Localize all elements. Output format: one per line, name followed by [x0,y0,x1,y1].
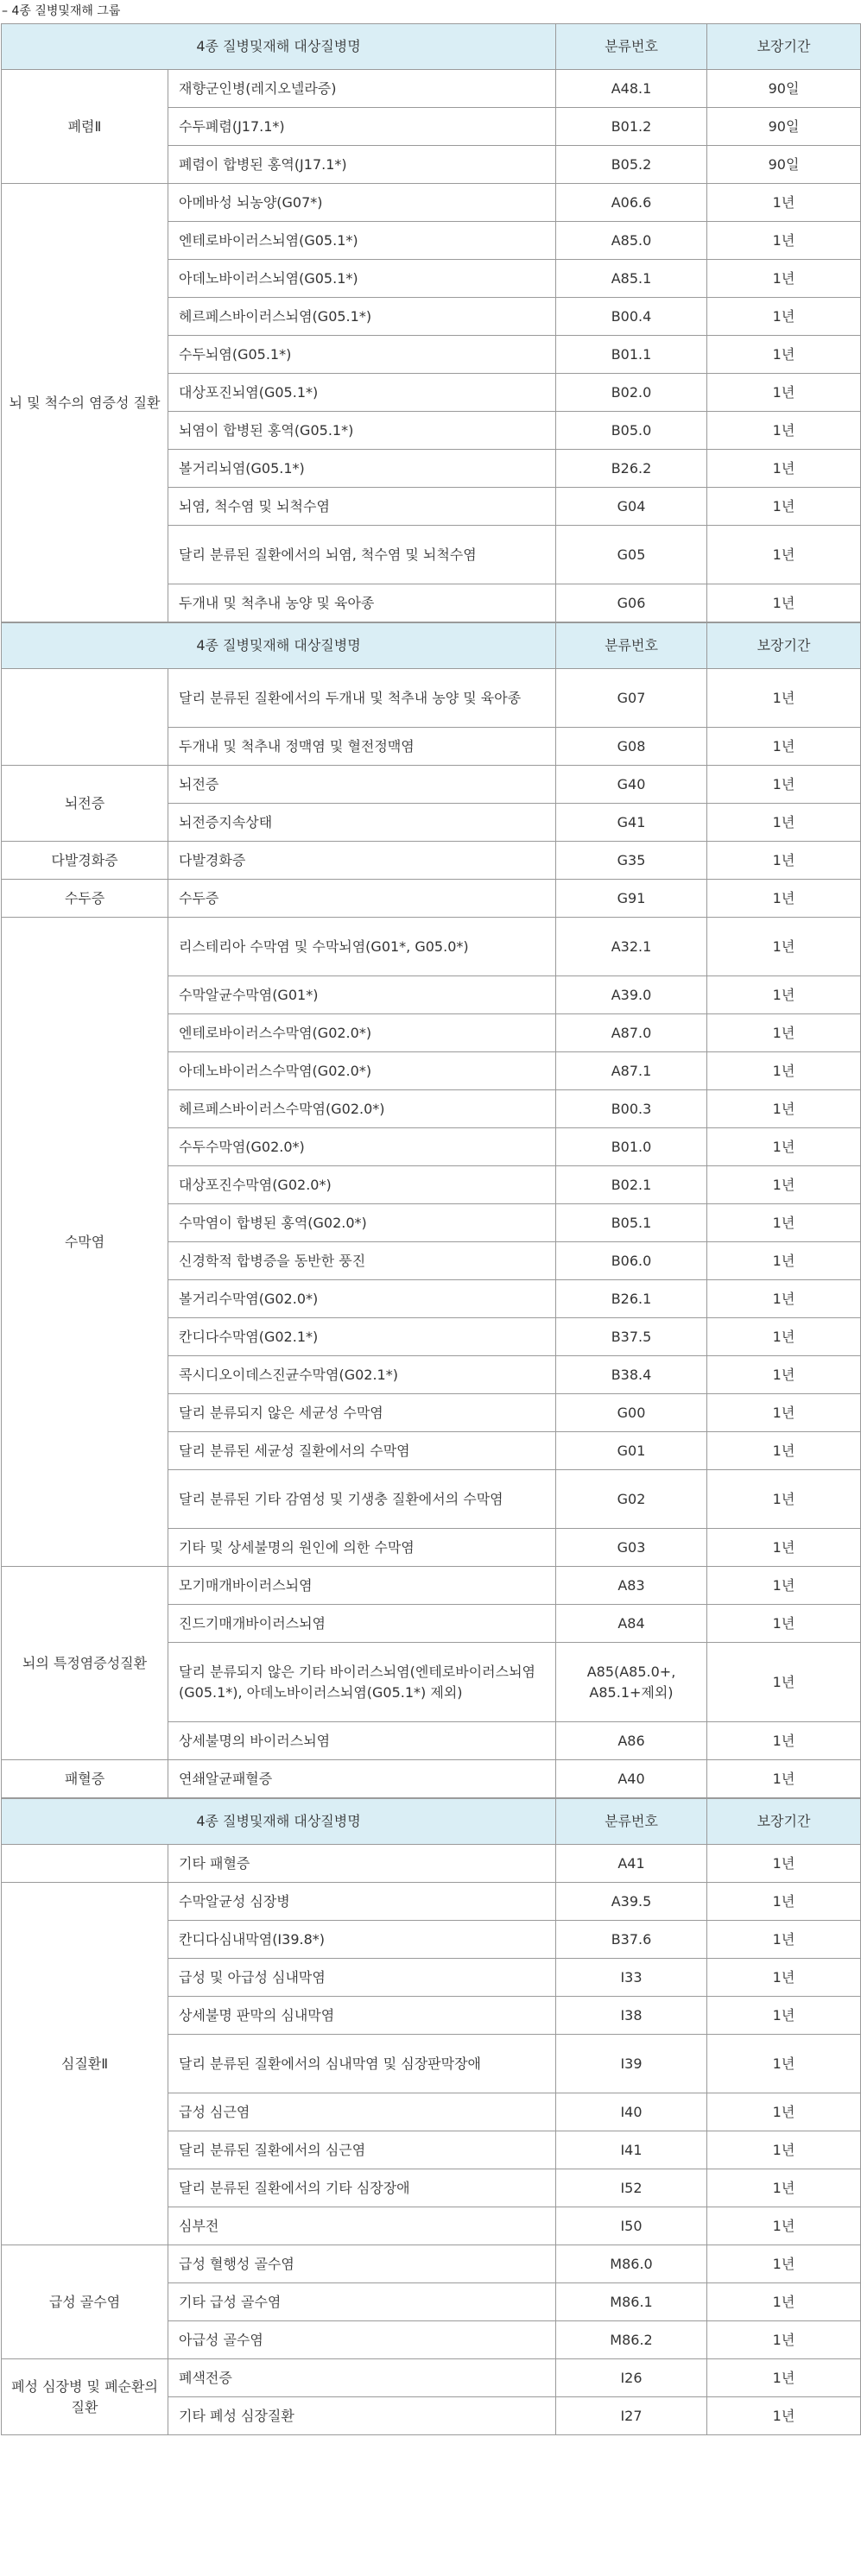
coverage-period-cell: 1년 [707,1090,861,1128]
classification-code-cell: I52 [556,2169,707,2207]
disease-name-cell: 엔테로바이러스수막염(G02.0*) [168,1014,556,1052]
classification-code-cell: A48.1 [556,70,707,108]
disease-name-cell: 급성 혈행성 골수염 [168,2245,556,2283]
disease-name-cell: 달리 분류된 질환에서의 두개내 및 척추내 농양 및 육아종 [168,669,556,728]
disease-name-cell: 기타 폐성 심장질환 [168,2397,556,2435]
classification-code-cell: A41 [556,1845,707,1883]
disease-name-cell: 상세불명의 바이러스뇌염 [168,1722,556,1760]
header-period: 보장기간 [707,24,861,70]
coverage-period-cell: 1년 [707,1242,861,1280]
disease-table [1,23,861,622]
disease-table [1,1798,861,2435]
classification-code-cell: A86 [556,1722,707,1760]
coverage-period-cell: 1년 [707,526,861,584]
classification-code-cell: A85.1 [556,260,707,298]
classification-code-cell: A84 [556,1605,707,1643]
classification-code-cell: B05.1 [556,1204,707,1242]
classification-code-cell: G06 [556,584,707,622]
classification-code-cell: G01 [556,1432,707,1470]
classification-code-cell: I33 [556,1959,707,1997]
header-category: 4종 질병및재해 대상질병명 [2,623,556,669]
classification-code-cell: B02.0 [556,374,707,412]
coverage-period-cell: 1년 [707,1959,861,1997]
disease-name-cell: 진드기매개바이러스뇌염 [168,1605,556,1643]
coverage-period-cell: 1년 [707,412,861,450]
disease-name-cell: 아데노바이러스수막염(G02.0*) [168,1052,556,1090]
disease-name-cell: 수막염이 합병된 홍역(G02.0*) [168,1204,556,1242]
disease-name-cell: 리스테리아 수막염 및 수막뇌염(G01*, G05.0*) [168,918,556,976]
header-code: 분류번호 [556,24,707,70]
classification-code-cell: A39.5 [556,1883,707,1921]
disease-name-cell: 뇌염이 합병된 홍역(G05.1*) [168,412,556,450]
classification-code-cell: B01.2 [556,108,707,146]
classification-code-cell: B38.4 [556,1356,707,1394]
coverage-period-cell: 1년 [707,1760,861,1798]
category-cell: 패혈증 [2,1760,168,1798]
classification-code-cell: M86.1 [556,2283,707,2321]
category-cell: 뇌전증 [2,766,168,842]
disease-name-cell: 콕시디오이데스진균수막염(G02.1*) [168,1356,556,1394]
header-category: 4종 질병및재해 대상질병명 [2,24,556,70]
coverage-period-cell: 1년 [707,1997,861,2035]
disease-name-cell: 기타 및 상세불명의 원인에 의한 수막염 [168,1529,556,1567]
classification-code-cell: G02 [556,1470,707,1529]
classification-code-cell: A40 [556,1760,707,1798]
table-row [2,1760,861,1798]
category-cell: 급성 골수염 [2,2245,168,2359]
disease-name-cell: 급성 및 아급성 심내막염 [168,1959,556,1997]
classification-code-cell: A85.0 [556,222,707,260]
table-header-row [2,623,861,669]
classification-code-cell: I40 [556,2093,707,2131]
coverage-period-cell: 1년 [707,260,861,298]
table-row [2,1883,861,1921]
classification-code-cell: G40 [556,766,707,804]
disease-name-cell: 기타 패혈증 [168,1845,556,1883]
table-header-row [2,1799,861,1845]
classification-code-cell: M86.2 [556,2321,707,2359]
category-cell: 뇌 및 척수의 염증성 질환 [2,184,168,622]
classification-code-cell: B37.5 [556,1318,707,1356]
header-period: 보장기간 [707,1799,861,1845]
classification-code-cell: I41 [556,2131,707,2169]
classification-code-cell: I38 [556,1997,707,2035]
disease-name-cell: 수두뇌염(G05.1*) [168,336,556,374]
coverage-period-cell: 1년 [707,1280,861,1318]
classification-code-cell: B06.0 [556,1242,707,1280]
header-period: 보장기간 [707,623,861,669]
coverage-period-cell: 1년 [707,2245,861,2283]
coverage-period-cell: 1년 [707,1722,861,1760]
classification-code-cell: G41 [556,804,707,842]
classification-code-cell: G08 [556,728,707,766]
coverage-period-cell: 1년 [707,298,861,336]
table-row [2,70,861,108]
disease-tables [0,23,861,2435]
coverage-period-cell: 1년 [707,880,861,918]
coverage-period-cell: 90일 [707,108,861,146]
disease-name-cell: 달리 분류되지 않은 세균성 수막염 [168,1394,556,1432]
coverage-period-cell: 1년 [707,976,861,1014]
coverage-period-cell: 1년 [707,1166,861,1204]
classification-code-cell: B01.1 [556,336,707,374]
coverage-period-cell: 1년 [707,766,861,804]
header-category: 4종 질병및재해 대상질병명 [2,1799,556,1845]
disease-name-cell: 아메바성 뇌농양(G07*) [168,184,556,222]
disease-name-cell: 두개내 및 척추내 농양 및 육아종 [168,584,556,622]
table-row [2,669,861,728]
category-cell: 뇌의 특정염증성질환 [2,1567,168,1760]
coverage-period-cell: 1년 [707,1394,861,1432]
disease-name-cell: 수막알균수막염(G01*) [168,976,556,1014]
coverage-period-cell: 1년 [707,184,861,222]
disease-name-cell: 뇌전증지속상태 [168,804,556,842]
coverage-period-cell: 1년 [707,1470,861,1529]
classification-code-cell: B01.0 [556,1128,707,1166]
coverage-period-cell: 1년 [707,2283,861,2321]
classification-code-cell: B02.1 [556,1166,707,1204]
coverage-period-cell: 1년 [707,1845,861,1883]
disease-name-cell: 모기매개바이러스뇌염 [168,1567,556,1605]
disease-name-cell: 칸디다수막염(G02.1*) [168,1318,556,1356]
classification-code-cell: A83 [556,1567,707,1605]
category-cell: 수막염 [2,918,168,1567]
coverage-period-cell: 1년 [707,222,861,260]
coverage-period-cell: 1년 [707,918,861,976]
disease-name-cell: 두개내 및 척추내 정맥염 및 혈전정맥염 [168,728,556,766]
table-header-row [2,24,861,70]
disease-name-cell: 달리 분류된 질환에서의 뇌염, 척수염 및 뇌척수염 [168,526,556,584]
category-cell: 다발경화증 [2,842,168,880]
category-cell: 수두증 [2,880,168,918]
category-cell: 폐성 심장병 및 폐순환의 질환 [2,2359,168,2435]
classification-code-cell: B37.6 [556,1921,707,1959]
coverage-period-cell: 1년 [707,2321,861,2359]
coverage-period-cell: 1년 [707,2035,861,2093]
disease-name-cell: 뇌전증 [168,766,556,804]
coverage-period-cell: 1년 [707,374,861,412]
disease-table [1,622,861,1798]
disease-name-cell: 엔테로바이러스뇌염(G05.1*) [168,222,556,260]
classification-code-cell: B05.0 [556,412,707,450]
coverage-period-cell: 90일 [707,70,861,108]
coverage-period-cell: 1년 [707,2397,861,2435]
disease-name-cell: 대상포진뇌염(G05.1*) [168,374,556,412]
table-row [2,1845,861,1883]
table-row [2,1567,861,1605]
coverage-period-cell: 1년 [707,1432,861,1470]
classification-code-cell: B26.1 [556,1280,707,1318]
disease-name-cell: 폐색전증 [168,2359,556,2397]
coverage-period-cell: 1년 [707,488,861,526]
disease-name-cell: 볼거리수막염(G02.0*) [168,1280,556,1318]
coverage-period-cell: 1년 [707,2131,861,2169]
coverage-period-cell: 1년 [707,1567,861,1605]
coverage-period-cell: 1년 [707,450,861,488]
table-row [2,918,861,976]
coverage-period-cell: 1년 [707,1883,861,1921]
disease-name-cell: 아급성 골수염 [168,2321,556,2359]
classification-code-cell: I39 [556,2035,707,2093]
classification-code-cell: G05 [556,526,707,584]
disease-name-cell: 급성 심근염 [168,2093,556,2131]
disease-name-cell: 뇌염, 척수염 및 뇌척수염 [168,488,556,526]
table-row [2,184,861,222]
disease-name-cell: 아데노바이러스뇌염(G05.1*) [168,260,556,298]
disease-name-cell: 수두증 [168,880,556,918]
disease-name-cell: 폐렴이 합병된 홍역(J17.1*) [168,146,556,184]
coverage-period-cell: 1년 [707,1605,861,1643]
classification-code-cell: G00 [556,1394,707,1432]
coverage-period-cell: 1년 [707,728,861,766]
disease-name-cell: 상세불명 판막의 심내막염 [168,1997,556,2035]
classification-code-cell: B26.2 [556,450,707,488]
disease-name-cell: 심부전 [168,2207,556,2245]
table-row [2,766,861,804]
classification-code-cell: A39.0 [556,976,707,1014]
coverage-period-cell: 1년 [707,336,861,374]
coverage-period-cell: 1년 [707,1052,861,1090]
disease-name-cell: 신경학적 합병증을 동반한 풍진 [168,1242,556,1280]
disease-name-cell: 연쇄알균패혈증 [168,1760,556,1798]
coverage-period-cell: 1년 [707,584,861,622]
coverage-period-cell: 1년 [707,2207,861,2245]
coverage-period-cell: 1년 [707,804,861,842]
coverage-period-cell: 1년 [707,1128,861,1166]
disease-name-cell: 달리 분류된 질환에서의 기타 심장장애 [168,2169,556,2207]
coverage-period-cell: 1년 [707,1318,861,1356]
disease-name-cell: 헤르페스바이러스뇌염(G05.1*) [168,298,556,336]
coverage-period-cell: 1년 [707,1529,861,1567]
disease-name-cell: 볼거리뇌염(G05.1*) [168,450,556,488]
header-code: 분류번호 [556,623,707,669]
section-heading: – 4종 질병및재해 그룹 [2,4,121,18]
classification-code-cell: A06.6 [556,184,707,222]
coverage-period-cell: 1년 [707,1356,861,1394]
coverage-period-cell: 1년 [707,842,861,880]
coverage-period-cell: 1년 [707,669,861,728]
coverage-period-cell: 1년 [707,2359,861,2397]
coverage-period-cell: 1년 [707,1204,861,1242]
coverage-period-cell: 1년 [707,1643,861,1722]
coverage-period-cell: 1년 [707,1014,861,1052]
category-cell [2,669,168,766]
classification-code-cell: A87.0 [556,1014,707,1052]
classification-code-cell: G91 [556,880,707,918]
table-row [2,880,861,918]
classification-code-cell: A32.1 [556,918,707,976]
table-row [2,2359,861,2397]
table-row [2,842,861,880]
classification-code-cell: I50 [556,2207,707,2245]
classification-code-cell: B00.4 [556,298,707,336]
disease-name-cell: 달리 분류된 기타 감염성 및 기생충 질환에서의 수막염 [168,1470,556,1529]
disease-name-cell: 달리 분류되지 않은 기타 바이러스뇌염(엔테로바이러스뇌염(G05.1*), 아데노바이러스뇌염(G05.1*) 제외) [168,1643,556,1722]
classification-code-cell: A87.1 [556,1052,707,1090]
disease-name-cell: 수두폐렴(J17.1*) [168,108,556,146]
coverage-period-cell: 1년 [707,1921,861,1959]
classification-code-cell: I27 [556,2397,707,2435]
coverage-period-cell: 1년 [707,2093,861,2131]
header-code: 분류번호 [556,1799,707,1845]
classification-code-cell: A85(A85.0+, A85.1+제외) [556,1643,707,1722]
category-cell: 폐렴Ⅱ [2,70,168,184]
classification-code-cell: G35 [556,842,707,880]
classification-code-cell: G04 [556,488,707,526]
disease-name-cell: 달리 분류된 질환에서의 심근염 [168,2131,556,2169]
table-row [2,2245,861,2283]
classification-code-cell: B05.2 [556,146,707,184]
classification-code-cell: G07 [556,669,707,728]
coverage-period-cell: 1년 [707,2169,861,2207]
disease-name-cell: 다발경화증 [168,842,556,880]
disease-name-cell: 달리 분류된 질환에서의 심내막염 및 심장판막장애 [168,2035,556,2093]
disease-name-cell: 대상포진수막염(G02.0*) [168,1166,556,1204]
category-cell: 심질환Ⅱ [2,1883,168,2245]
classification-code-cell: G03 [556,1529,707,1567]
disease-name-cell: 기타 급성 골수염 [168,2283,556,2321]
classification-code-cell: M86.0 [556,2245,707,2283]
disease-name-cell: 재향군인병(레지오넬라증) [168,70,556,108]
category-cell [2,1845,168,1883]
coverage-period-cell: 90일 [707,146,861,184]
disease-name-cell: 칸디다심내막염(I39.8*) [168,1921,556,1959]
classification-code-cell: I26 [556,2359,707,2397]
disease-name-cell: 수막알균성 심장병 [168,1883,556,1921]
classification-code-cell: B00.3 [556,1090,707,1128]
disease-name-cell: 수두수막염(G02.0*) [168,1128,556,1166]
disease-name-cell: 헤르페스바이러스수막염(G02.0*) [168,1090,556,1128]
disease-name-cell: 달리 분류된 세균성 질환에서의 수막염 [168,1432,556,1470]
